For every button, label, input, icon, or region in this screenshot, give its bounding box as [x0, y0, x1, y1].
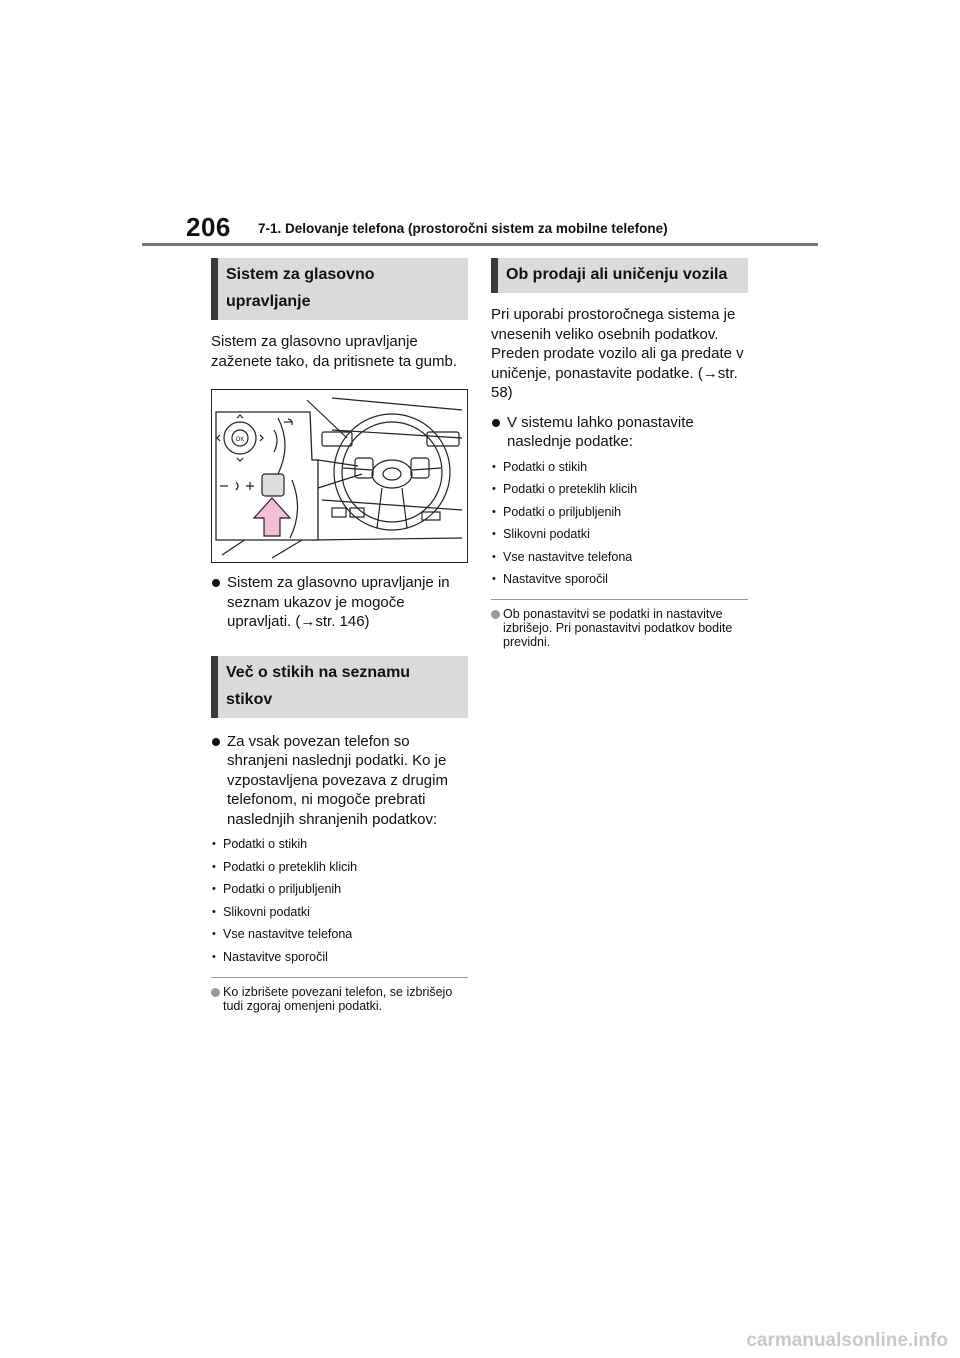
watermark: carmanualsonline.info: [746, 1330, 948, 1351]
sale-disposal-paragraph: Pri uporabi prostoročnega sistema je vnesenih veliko osebnih podatkov. Preden prodate vozilo ali ga predate v uničenje, ponastavite podatke. (→str. 58): [491, 306, 744, 401]
reset-note: [491, 607, 748, 649]
list-item: • Podatki o priljubljenih: [491, 505, 748, 520]
bullet-dot-icon: [492, 419, 500, 427]
steering-wheel-voice-button-illustration: [212, 390, 466, 561]
contacts-data-list: [211, 837, 468, 965]
section-heading-contacts: Več o stikih na seznamu stikov: [211, 656, 468, 718]
contacts-bullet: [211, 732, 468, 830]
header-rule: [142, 243, 818, 246]
contacts-note: [211, 985, 468, 1013]
reset-bullet: [491, 413, 748, 452]
chapter-title: 7-1. Delovanje telefona (prostoročni sistem za mobilne telefone): [258, 221, 668, 236]
voice-control-paragraph: Sistem za glasovno upravljanje zaženete tako, da pritisnete ta gumb.: [211, 333, 457, 370]
note-dot-icon: [491, 610, 500, 619]
list-item: • Podatki o stikih: [491, 460, 748, 475]
note-dot-icon: [211, 988, 220, 997]
section-heading-sale-disposal: Ob prodaji ali uničenju vozila: [491, 258, 748, 293]
bullet-text: V sistemu lahko ponastavite naslednje podatke:: [507, 413, 694, 450]
bullet-dot-icon: [212, 579, 220, 587]
note-divider: [211, 977, 468, 978]
voice-control-bullet: [211, 573, 468, 632]
ok-button-label: OK: [235, 437, 245, 443]
list-item: • Nastavitve sporočil: [491, 572, 748, 587]
note-divider: [491, 599, 748, 600]
left-column: [211, 258, 468, 1013]
steering-wheel-figure: [211, 389, 468, 563]
list-item: • Vse nastavitve telefona: [211, 927, 468, 942]
bullet-text: Za vsak povezan telefon so shranjeni naslednji podatki. Ko je vzpostavljena povezava z drugim telefonom, ni mogoče prebrati naslednjih shranjenih podatkov:: [227, 732, 448, 828]
list-item: • Vse nastavitve telefona: [491, 550, 748, 565]
list-item: • Podatki o preteklih klicih: [491, 482, 748, 497]
section-heading-voice-control: Sistem za glasovno upravljanje: [211, 258, 468, 320]
list-item: • Podatki o priljubljenih: [211, 882, 468, 897]
list-item: • Podatki o preteklih klicih: [211, 860, 468, 875]
list-item: • Slikovni podatki: [211, 905, 468, 920]
bullet-dot-icon: [212, 738, 220, 746]
reset-data-list: [491, 460, 748, 588]
note-text: Ko izbrišete povezani telefon, se izbrišejo tudi zgoraj omenjeni podatki.: [223, 984, 453, 1013]
list-item: • Slikovni podatki: [491, 527, 748, 542]
list-item: • Nastavitve sporočil: [211, 950, 468, 965]
note-text: Ob ponastavitvi se podatki in nastavitve izbrišejo. Pri ponastavitvi podatkov bodite previdni.: [503, 607, 733, 649]
page-number: 206: [186, 212, 231, 242]
list-item: • Podatki o stikih: [211, 837, 468, 852]
right-column: [491, 258, 748, 649]
bullet-text: Sistem za glasovno upravljanje in seznam ukazov je mogoče upravljati. (→str. 146): [227, 574, 450, 630]
